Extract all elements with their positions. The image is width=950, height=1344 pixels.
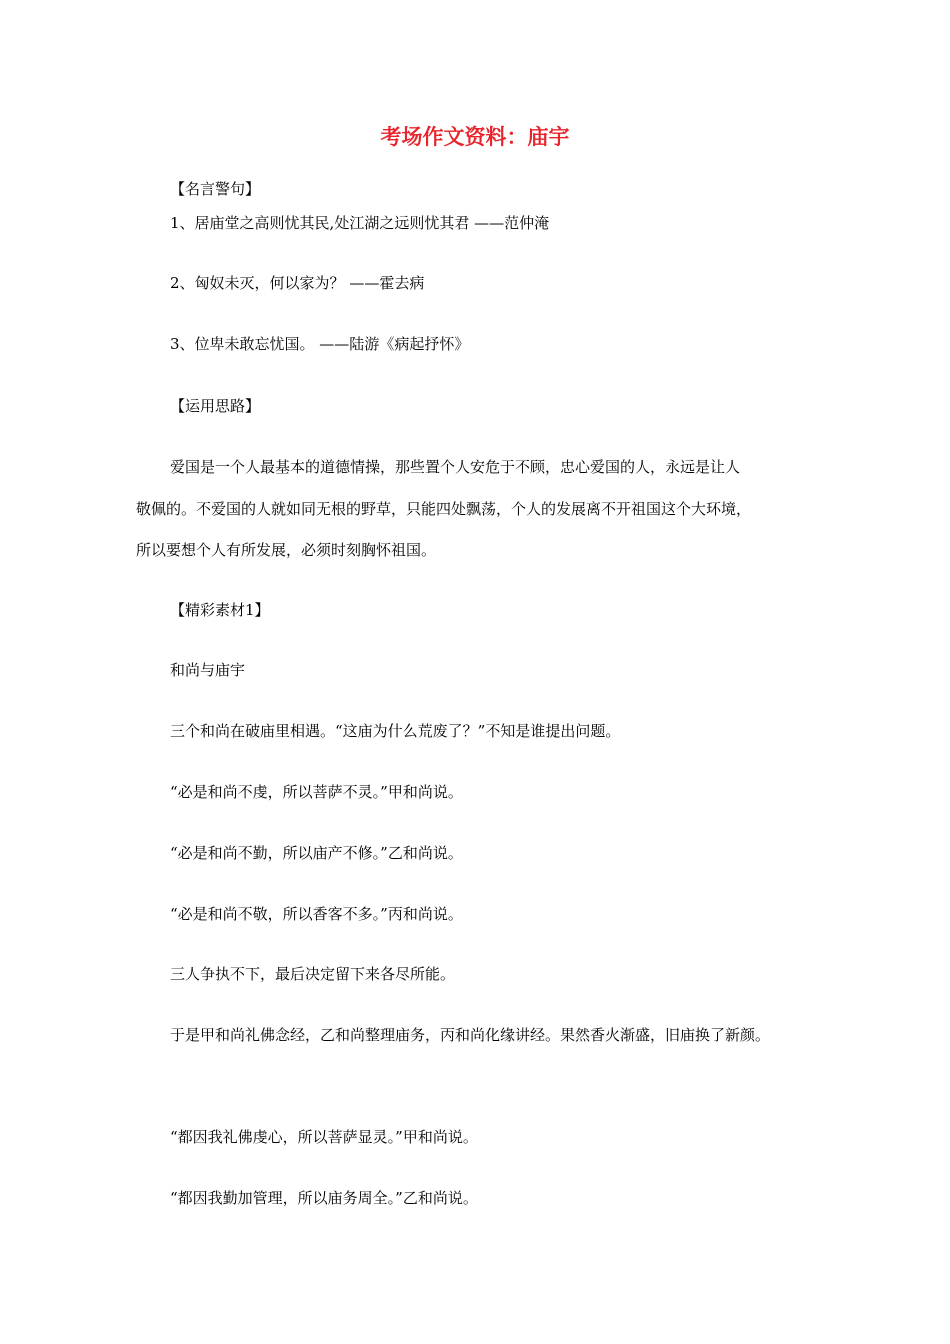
- document-title: 考场作文资料：庙宇: [380, 125, 570, 149]
- usage-paragraph-line: 敬佩的。不爱国的人就如同无根的野草，只能四处飘荡，个人的发展离不开祖国这个大环境，: [136, 500, 752, 518]
- section-heading-quotes: 【名言警句】: [170, 180, 261, 198]
- story-title: 和尚与庙宇: [170, 661, 246, 679]
- story-line: “必是和尚不敬，所以香客不多。”丙和尚说。: [170, 905, 463, 923]
- quote-item: 1、居庙堂之高则忧其民,处江湖之远则忧其君 ——范仲淹: [170, 214, 550, 232]
- section-heading-usage: 【运用思路】: [170, 397, 261, 415]
- story-line: 三人争执不下，最后决定留下来各尽所能。: [170, 965, 456, 983]
- story-line: 三个和尚在破庙里相遇。“这庙为什么荒废了？”不知是谁提出问题。: [170, 722, 621, 740]
- story-line: “必是和尚不虔，所以菩萨不灵。”甲和尚说。: [170, 783, 463, 801]
- usage-paragraph-line: 爱国是一个人最基本的道德情操，那些置个人安危于不顾，忠心爱国的人，永远是让人: [170, 458, 741, 476]
- story-line: “都因我礼佛虔心，所以菩萨显灵。”甲和尚说。: [170, 1128, 478, 1146]
- story-paragraph: 于是甲和尚礼佛念经，乙和尚整理庙务，丙和尚化缘讲经。果然香火渐盛，旧庙换了新颜。: [170, 1026, 771, 1044]
- story-line: “必是和尚不勤，所以庙产不修。”乙和尚说。: [170, 844, 463, 862]
- quote-item: 3、位卑未敢忘忧国。 ——陆游《病起抒怀》: [170, 335, 470, 353]
- section-heading-material: 【精彩素材1】: [170, 601, 270, 619]
- story-line: “都因我勤加管理，所以庙务周全。”乙和尚说。: [170, 1189, 478, 1207]
- usage-paragraph-line: 所以要想个人有所发展，必须时刻胸怀祖国。: [136, 541, 437, 559]
- quote-item: 2、匈奴未灭，何以家为？ ——霍去病: [170, 274, 425, 292]
